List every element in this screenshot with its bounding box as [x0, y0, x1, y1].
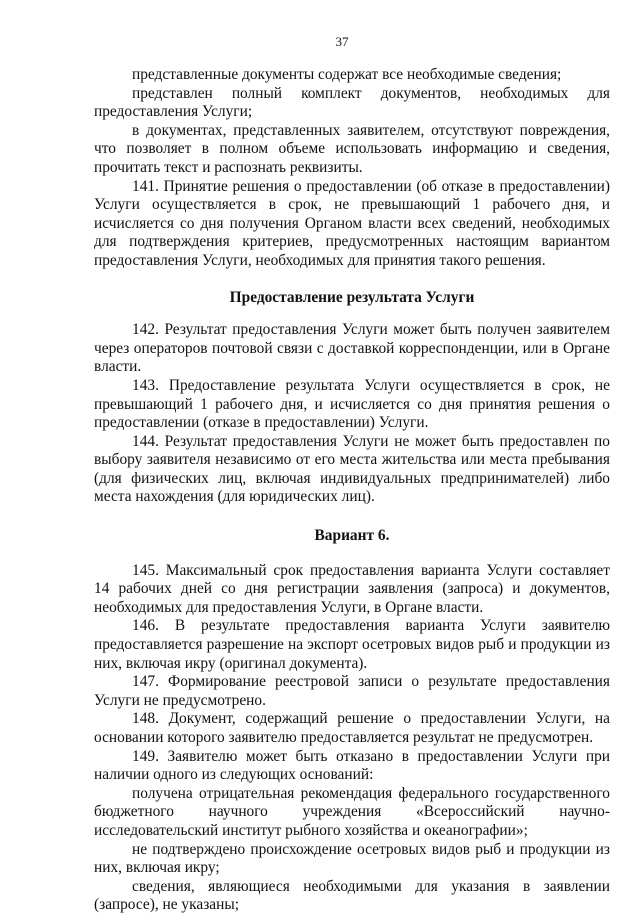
paragraph-142: 142. Результат предоставления Услуги может быть получен заявителем через операторов почтовой связи с доставкой корреспонденции, или в Органе власти. [94, 321, 610, 376]
list-item: получена отрицательная рекомендация федерального государственного бюджетного научного учреждения «Всероссийский научно-исследовательский институт рыбного хозяйства и океанографии»; [94, 784, 610, 839]
list-item: сведения, являющиеся необходимыми для указания в заявлении (запросе), не указаны; [94, 877, 610, 914]
paragraph-148: 148. Документ, содержащий решение о предоставлении Услуги, на основании которого заявителю предоставляется результат не предусмотрен. [94, 710, 610, 746]
variant-heading: Вариант 6. [314, 527, 390, 545]
paragraph-143: 143. Предоставление результата Услуги осуществляется в срок, не превышающий 1 рабочего дня, и исчисляется со дня принятия решения о предоставлении (отказе в предоставлении) Услуги. [94, 376, 610, 432]
paragraph: представлен полный комплект документов, необходимых для предоставления Услуги; [94, 84, 610, 121]
paragraph: в документах, представленных заявителем, отсутствуют повреждения, что позволяет в полном объеме использовать информацию и сведения, прочитать текст и распознать реквизиты. [94, 121, 610, 176]
paragraph-147: 147. Формирование реестровой записи о результате предоставления Услуги не предусмотрено. [94, 673, 610, 709]
section-heading: Предоставление результата Услуги [229, 288, 475, 306]
paragraph-144: 144. Результат предоставления Услуги не может быть предоставлен по выбору заявителя независимо от его места жительства или места пребывания (для физических лиц, включая индивидуальных предпринимателей) либо места нахождения (для юридических лиц). [94, 432, 610, 506]
page-number: 37 [335, 34, 349, 49]
paragraph-149: 149. Заявителю может быть отказано в предоставлении Услуги при наличии одного из следующих оснований: [94, 747, 610, 784]
paragraph-141: 141. Принятие решения о предоставлении (об отказе в предоставлении) Услуги осуществляется в срок, не превышающий 1 рабочего дня, и исчисляется со дня получения Органом власти всех сведений, необходимых для подтверждения критериев, предусмотренных настоящим вариантом предоставления Услуги, необходимых для принятия такого решения. [94, 177, 610, 269]
list-item: не подтверждено происхождение осетровых видов рыб и продукции из них, включая икру; [94, 840, 610, 877]
paragraph: представленные документы содержат все необходимые сведения; [132, 66, 562, 83]
paragraph-145: 145. Максимальный срок предоставления варианта Услуги составляет 14 рабочих дней со дня регистрации заявления (запроса) и документов, необходимых для предоставления Услуги, в Органе власти. [94, 561, 610, 616]
paragraph-146: 146. В результате предоставления варианта Услуги заявителю предоставляется разрешение на экспорт осетровых видов рыб и продукции из них, включая икру (оригинал документа). [94, 617, 610, 672]
